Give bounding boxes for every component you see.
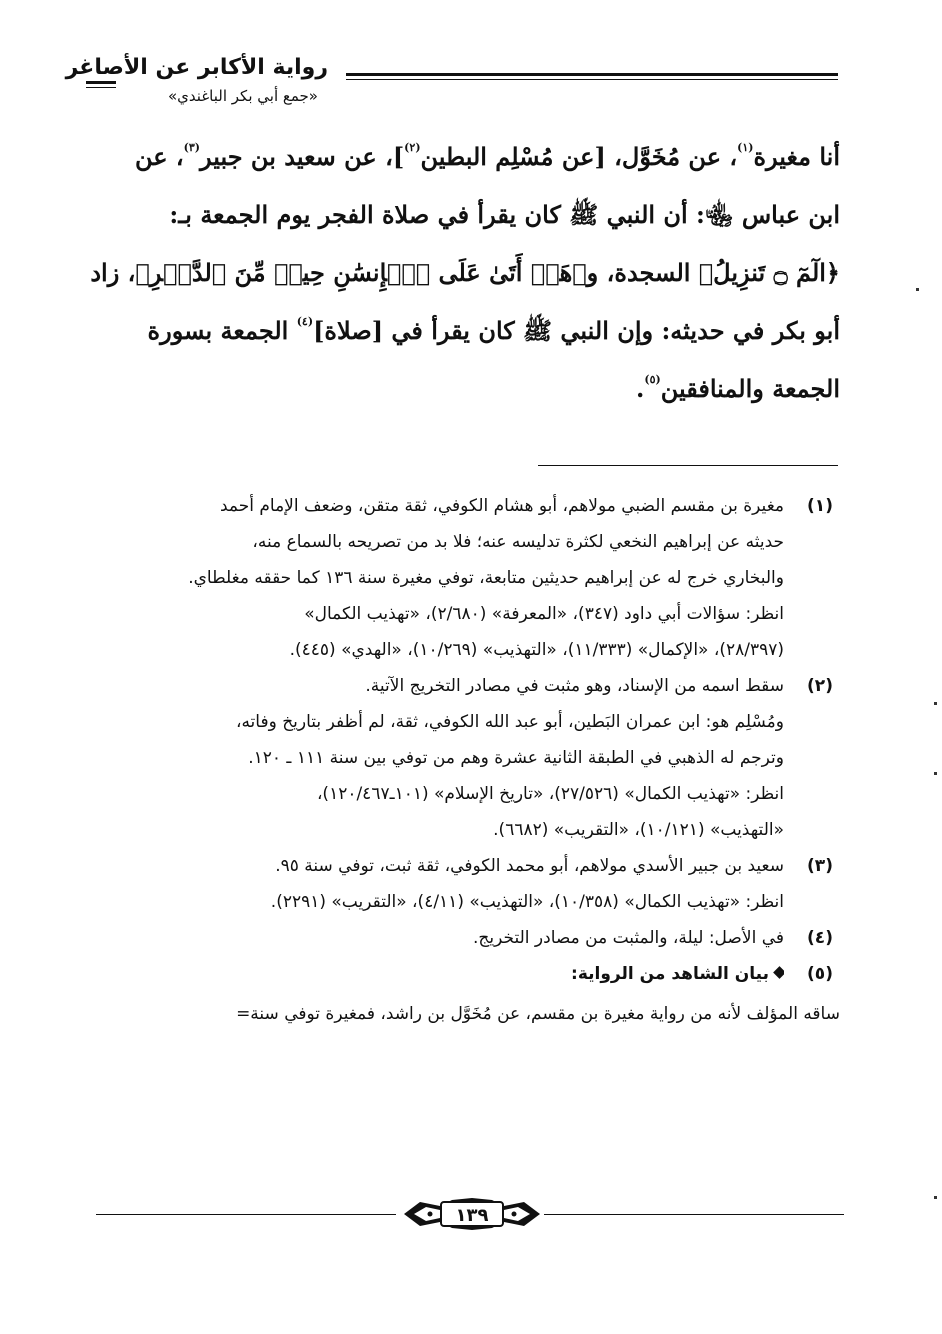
margin-mark [934, 1196, 937, 1199]
footnote-ref[interactable]: (٥) [644, 373, 661, 386]
book-subtitle: «جمع أبي بكر الباغندي» [168, 87, 318, 105]
main-line-quran: ﴿الٓمٓ ۝ تَنزِيلُ﴾ السجدة، و﴿هَلۡ أَتَىٰ عَلَى ٱلۡإِنسَٰنِ حِينٞ مِّنَ ٱلدَّهۡرِ﴾، زاد [90, 258, 840, 287]
footnote-3 [88, 848, 840, 920]
footnote-5 [88, 956, 840, 992]
running-header [65, 55, 838, 115]
footnote-number: (٢) [807, 676, 833, 696]
footnote-line: (٢٨/٣٩٧)، «الإكمال» (١١/٣٣٣)، «التهذيب» (١٠/٢٦٩)، «الهدي» (٤٤٥). [289, 640, 784, 660]
footnote-line: وترجم له الذهبي في الطبقة الثانية عشرة وهم من توفي بين سنة ١١١ ـ ١٢٠. [248, 748, 784, 768]
footnote-number: (٣) [807, 856, 833, 876]
footnote-line: انظر: «تهذيب الكمال» (١٠/٣٥٨)، «التهذيب» (٤/١١)، «التقريب» (٢٢٩١). [270, 892, 784, 912]
footnote-ref[interactable]: (٣) [183, 141, 201, 154]
main-line: أبو بكر في حديثه: وإن النبي ﷺ كان يقرأ في [صلاة]$^{(٤)}$ الجمعة بسورة [147, 315, 840, 345]
footnote-line: «التهذيب» (١٠/١٢١)، «التقريب» (٦٦٨٢). [493, 820, 784, 840]
footnotes [88, 488, 840, 1032]
footnote-line: حديثه عن إبراهيم النخعي لكثرة تدليسه عنه؛ فلا بد من تصريحه بالسماع منه، [252, 532, 784, 552]
footnote-number: (٥) [807, 964, 833, 984]
margin-mark [916, 288, 919, 291]
footnote-line: انظر: «تهذيب الكمال» (٢٧/٥٢٦)، «تاريخ الإسلام» (١٠١ـ١٢٠/٤٦٧)، [316, 784, 784, 804]
footnote-4 [88, 920, 840, 956]
footnote-line: سعيد بن جبير الأسدي مولاهم، أبو محمد الكوفي، ثقة ثبت، توفي سنة ٩٥. [275, 856, 784, 876]
footnote-line: سقط اسمه من الإسناد، وهو مثبت في مصادر التخريج الآتية. [365, 676, 784, 696]
header-rule [346, 73, 838, 76]
main-text [88, 128, 840, 418]
margin-mark [934, 772, 937, 775]
margin-mark [934, 702, 937, 705]
book-title: رواية الأكابر عن الأصاغر [65, 55, 328, 80]
footer-rule [96, 1214, 396, 1215]
footnote-heading: بيان الشاهد من الرواية: [571, 964, 769, 984]
footnote-line: ومُسْلِم هو: ابن عمران البَطين، أبو عبد الله الكوفي، ثقة، لم أظفر بتاريخ وفاته، [235, 712, 784, 732]
footnote-line: انظر: سؤالات أبي داود (٣٤٧)، «المعرفة» (٢/٦٨٠)، «تهذيب الكمال» [304, 604, 784, 624]
footnote-2 [88, 668, 840, 848]
header-rule-thin [346, 79, 838, 80]
footnote-number: (١) [807, 496, 833, 516]
footnote-line: والبخاري خرج له عن إبراهيم حديثين متابعة، توفي مغيرة سنة ١٣٦ كما حققه مغلطاي. [188, 568, 784, 588]
footnote-ref[interactable]: (٢) [404, 141, 421, 154]
footnote-1 [88, 488, 840, 668]
diamond-bullet-icon [773, 966, 784, 979]
footnote-line: في الأصل: ليلة، والمثبت من مصادر التخريج. [473, 928, 784, 948]
main-line: الجمعة والمنافقين$^{(٥)}$. [636, 373, 840, 403]
header-rule-short [86, 81, 116, 84]
footnote-separator [538, 465, 838, 466]
header-rule-short-thin [86, 87, 116, 88]
footnote-number: (٤) [807, 928, 833, 948]
main-line: ابن عباس ﵄: أن النبي ﷺ كان يقرأ في صلاة الفجر يوم الجمعة بـ: [169, 200, 840, 229]
footnote-line: مغيرة بن مقسم الضبي مولاهم، أبو هشام الكوفي، ثقة متقن، وضعف الإمام أحمد [219, 496, 784, 516]
footnote-ref[interactable]: (٤) [296, 315, 314, 328]
footnote-ref[interactable]: (١) [737, 141, 754, 154]
page-footer [96, 1196, 844, 1236]
page-number: ١٣٩ [440, 1201, 504, 1227]
footnote-continuation: ساقه المؤلف لأنه من رواية مغيرة بن مقسم، عن مُخَوَّل بن راشد، فمغيرة توفي سنة= [236, 1004, 840, 1024]
main-line: أنا مغيرة$^{(١)}$، عن مُخَوَّل، [عن مُسْلِم البطين$^{(٢)}$]، عن سعيد بن جبير$^{(٣)}$، عن [134, 141, 840, 171]
footer-rule [544, 1214, 844, 1215]
